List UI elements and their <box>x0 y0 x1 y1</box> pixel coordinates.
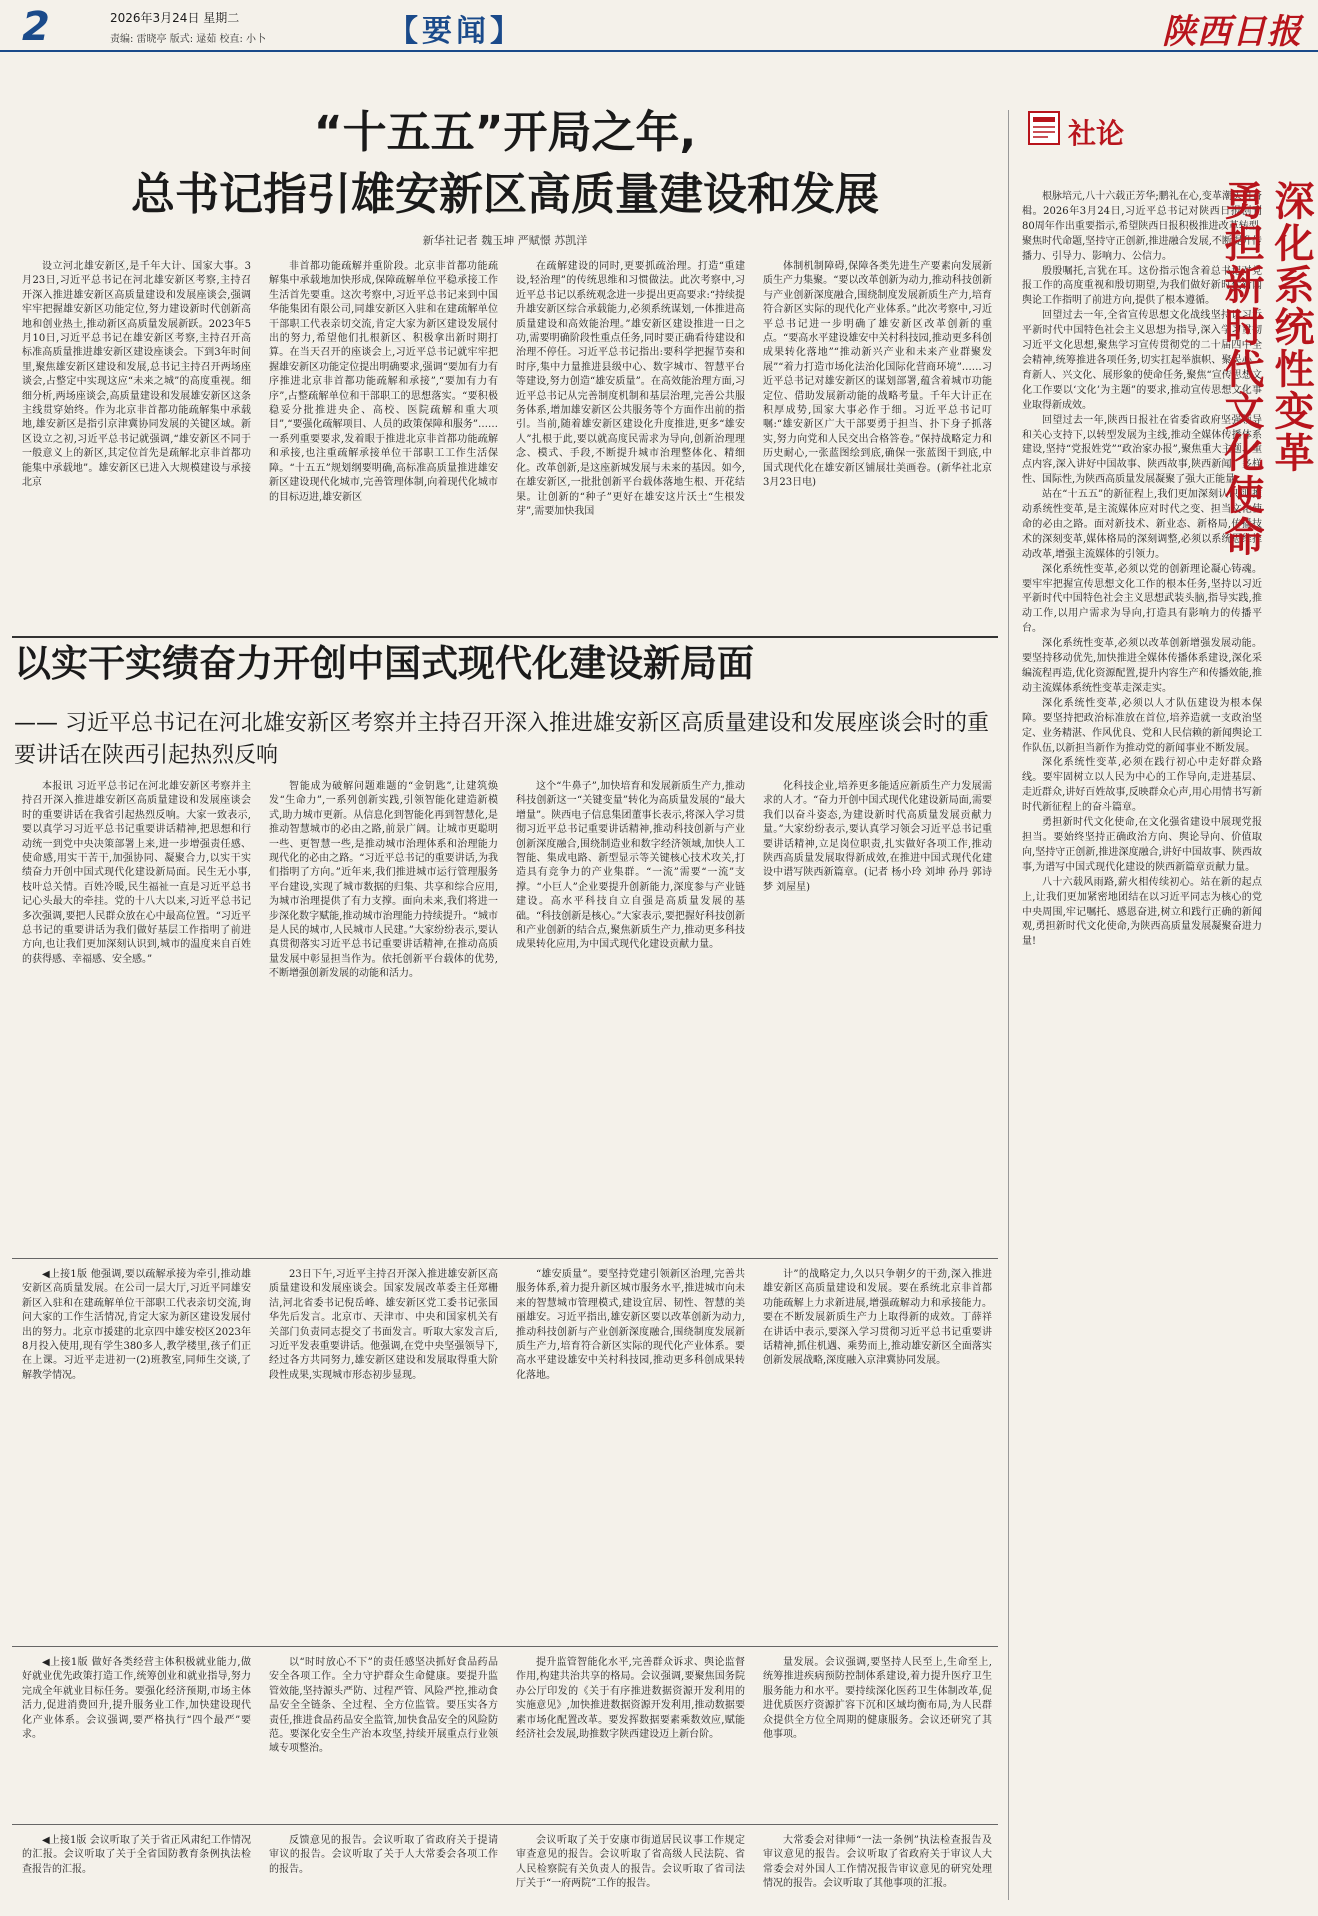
continued-story-2 <box>22 1656 992 1816</box>
lead-body <box>22 260 992 630</box>
editorial-paragraph: 根脉培元,八十六载正芳华;鹏礼在心,变革潮头再奋楫。2026年3月24日,习近平总书记对陕西日报创刊80周年作出重要指示,希望陕西日报积极推进改革转型,聚焦时代命题,坚持守正创新,推进融合发展,不断提升传播力、引导力、影响力、公信力。 <box>1022 191 1262 262</box>
editorial-paragraph: 殷殷嘱托,言犹在耳。这份指示饱含着总书记对党报工作的高度重视和殷切期望,为我们做好新时代新闻舆论工作指明了前进方向,提供了根本遵循。 <box>1022 265 1262 307</box>
section-rule <box>12 1646 998 1647</box>
section-name: 【要闻】 <box>388 14 524 49</box>
masthead <box>0 0 1318 52</box>
continued-column: 量发展。会议强调,要坚持人民至上,生命至上,统筹推进疾病预防控制体系建设,着力提升医疗卫生服务能力和水平。要持续深化医药卫生体制改革,促进优质医疗资源扩容下沉和区域均衡布局,为人民群众提供全方位全周期的健康服务。会议还研究了其他事项。 <box>763 1657 992 1741</box>
continued-column: 以“时时放心不下”的责任感坚决抓好食品药品安全各项工作。全力守护群众生命健康。要提升监管效能,坚持源头严防、过程严管、风险严控,推动食品安全全链条、全过程、全方位监管。要压实各方责任,推进食品药品安全监管,加快食品安全的风险防范。要深化安全生产治本攻坚,持续开展重点行业领域专项整治。 <box>269 1657 498 1755</box>
continued-column: 反馈意见的报告。会议听取了省政府关于提请审议的报告。会议听取了关于人大常委会各项工作的报告。 <box>269 1835 498 1875</box>
second-subheadline: —— 习近平总书记在河北雄安新区考察并主持召开深入推进雄安新区高质量建设和发展座谈会时的重要讲话在陕西引起热烈反响 <box>14 711 989 768</box>
continued-column: “雄安质量”。要坚持党建引领新区治理,完善共服务体系,着力提升新区城市服务水平,推进城市向未来的智慧城市管理模式,建设宜居、韧性、智慧的美丽雄安。习近平指出,雄安新区要以改革创新为动力,推动科技创新与产业创新深度融合,围绕制度发展新质生产力,培育符合新区实际的现代化产业体系。要高水平建设雄安中关村科技园,推动更多科创成果转化落地。 <box>516 1269 745 1381</box>
paper-logo: 陕西日报 <box>1162 12 1302 52</box>
continued-column: ◀上接1版 会议听取了关于省正风肃纪工作情况的汇报。会议听取了关于全省国防教育条例执法检查报告的汇报。 <box>22 1835 251 1875</box>
continued-column: ◀上接1版 做好各类经营主体积极就业能力,做好就业优先政策打造工作,统筹创业和就业指导,努力完成全年就业目标任务。要强化经济预期,市场主体活力,促进消费回升,提升服务业工作,加快建设现代化产业体系。会议强调,要严格执行“四个最严”要求。 <box>22 1657 251 1741</box>
continued-column: 会议听取了关于安康市街道居民议事工作规定审查意见的报告。会议听取了省高级人民法院、省人民检察院有关负责人的报告。会议听取了省司法厅关于“一府两院”工作的报告。 <box>516 1835 745 1890</box>
second-column: 本报讯 习近平总书记在河北雄安新区考察并主持召开深入推进雄安新区高质量建设和发展座谈会时的重要讲话在我省引起热烈反响。大家一致表示,要以真学习习近平总书记重要讲话精神,把思想和行动统一到党中央决策部署上来,进一步增强责任感、使命感,用实干苦干,加强协同、凝聚合力,以实干实绩奋力开创中国式现代化建设新局面。民生无小事,枝叶总关情。百姓冷暖,民生福祉一直是习近平总书记心头最大的牵挂。党的十八大以来,习近平总书记多次强调,要把人民群众放在心中最高位置。“习近平总书记的重要讲话为我们做好基层工作指明了前进方向,也让我们更加深刻认识到,城市的温度来自百姓的获得感、幸福感、安全感。” <box>22 781 251 965</box>
lead-byline: 新华社记者 魏玉坤 严赋憬 苏凯洋 <box>422 234 588 247</box>
newspaper-icon <box>1026 106 1066 148</box>
editorial-paragraph: 深化系统性变革,必须以改革创新增强发展动能。要坚持移动优先,加快推进全媒体传播体系建设,深化采编流程再造,优化资源配置,提升内容生产和传播效能,推动主流媒体系统性变革走深走实。 <box>1022 638 1262 694</box>
continued-column: 提升监管智能化水平,完善群众诉求、舆论监督作用,构建共治共享的格局。会议强调,要聚焦国务院办公厅印发的《关于有序推进数据资源开发利用的实施意见》,加快推进数据资源开发利用,推动数据要素市场化配置改革。要发挥数据要素乘数效应,赋能经济社会发展,助推数字陕西建设迈上新台阶。 <box>516 1657 745 1741</box>
editorial-paragraph: 回望过去一年,全省宣传思想文化战线坚持以习近平新时代中国特色社会主义思想为指导,深入学习贯彻习近平文化思想,聚焦学习宣传贯彻党的二十届四中全会精神,统筹推进各项任务,切实扛起举旗帜、聚民心、育新人、兴文化、展形象的使命任务,聚焦“宣传思想文化工作要以‘文化’为主题”的要求,推动宣传思想文化事业取得新成效。 <box>1022 310 1262 411</box>
editors-credit: 责编: 雷晓亭 版式: 逯茹 校直: 小卜 <box>110 34 267 45</box>
editorial-paragraph: 回望过去一年,陕西日报社在省委省政府坚强领导和关心支持下,以转型发展为主线,推动全媒体传播体系建设,坚持“党报姓党”“政治家办报”,聚焦重大主题、重点内容,深入讲好中国故事、陕西故事,陕西新闻、多样性、国际性,为陕西高质量发展凝聚了强大正能量。 <box>1022 414 1262 486</box>
lead-column: 设立河北雄安新区,是千年大计、国家大事。3月23日,习近平总书记在河北雄安新区考察,主持召开深入推进雄安新区高质量建设和发展座谈会,强调牢牢把握雄安新区功能定位,努力建设新时代创新高地和创业热土,推动新区高质量发展新跃。2023年5月10日,习近平总书记在雄安新区考察,主持召开高标准高质量推进雄安新区建设座谈会。下到3年时间里,聚焦雄安新区建设和发展,总书记主持召开两场座谈会,占整定中实现这应“未来之城”的高度重视。细细分析,两场座谈会,高质量建设和发展雄安新区这条主线贯穿始终。作为北京非首都功能疏解集中承载地,雄安新区是指引京津冀协同发展的关键区域。新区设立之初,习近平总书记就强调,“雄安新区不同于一般意义上的新区,其定位首先是疏解北京非首都功能集中承载地”。雄安新区已进入大规模建设与承接北京 <box>22 261 251 489</box>
editorial-title-part2: 勇担新时代文化使命 <box>1218 180 1264 558</box>
lead-column: 体制机制障碍,保障各类先进生产要素向发展新质生产力集聚。“要以改革创新为动力,推动科技创新与产业创新深度融合,围绕制度发展新质生产力,培育符合新区实际的现代化产业体系。”此次考察中,习近平总书记进一步明确了雄安新区改革创新的重点。“要高水平建设雄安中关村科技园,推动更多科创成果转化落地”“推动新兴产业和未来产业群聚发展”“着力打造市场化法治化国际化营商环境”……习近平总书记对雄安新区的谋划部署,蕴含着城市功能定位、借助发展新动能的战略考量。千年大计正在积厚成势,国家大事必作于细。习近平总书记叮嘱:“雄安新区广大干部要勇于担当、扑下身子抓落实,努力向党和人民交出合格答卷。”保持战略定力和历史耐心,一张蓝图绘到底,确保一张蓝图干到底,中国式现代化在雄安新区铺展壮美画卷。(新华社北京3月23日电) <box>763 261 992 489</box>
continued-column: ◀上接1版 他强调,要以疏解承接为牵引,推动雄安新区高质量发展。在公司一层大厅,习近平同雄安新区入驻和在建疏解单位干部职工代表亲切交流,询问大家的工作生活情况,肯定大家为新区建设发展付出的努力。北京市援建的北京四中雄安校区2023年8月投入使用,现有学生380多人,教学楼里,孩子们正在上课。习近平走进初一(2)班教室,同师生交谈,了解教学情况。 <box>22 1269 251 1381</box>
continued-column: 23日下午,习近平主持召开深入推进雄安新区高质量建设和发展座谈会。国家发展改革委主任郑栅洁,河北省委书记倪岳峰、雄安新区党工委书记张国华先后发言。北京市、天津市、中央和国家机关有关部门负责同志提交了书面发言。听取大家发言后,习近平发表重要讲话。他强调,在党中央坚强领导下,经过各方共同努力,雄安新区建设和发展取得重大阶段性成果,实现城市形态初步显现。 <box>269 1269 498 1381</box>
editorial-paragraph: 站在“十五五”的新征程上,我们更加深刻认识到,推动系统性变革,是主流媒体应对时代之变、担当文化使命的必由之路。面对新技术、新业态、新格局,传播技术的深刻变革,媒体格局的深刻调整,必须以系统思维推动改革,增强主流媒体的引领力。 <box>1022 489 1262 560</box>
continued-column: 大常委会对律师“一法一条例”执法检查报告及审议意见的报告。会议听取了省政府关于审议人大常委会对外国人工作情况报告审议意见的研究处理情况的报告。会议听取了其他事项的汇报。 <box>763 1835 992 1890</box>
editorial-label: 社论 <box>1068 117 1125 150</box>
second-column: 化科技企业,培养更多能适应新质生产力发展需求的人才。“奋力开创中国式现代化建设新局面,需要我们以奋斗姿态,为建设新时代高质量发展贡献力量。”大家纷纷表示,要认真学习领会习近平总书记重要讲话精神,立足岗位职责,扎实做好各项工作,推动陕西高质量发展取得新成效,在推进中国式现代化建设中谱写陕西新篇章。(记者 杨小玲 刘坤 孙丹 郭诗梦 刘屋星) <box>763 781 992 893</box>
main-content <box>0 52 1010 1916</box>
second-column: 智能成为破解问题难题的“金钥匙”,让建筑焕发“生命力”,一系列创新实践,引领智能化建造新模式,助力城市更新。从信息化到智能化再到智慧化,是推动智慧城市的必由之路,前景广阔。让城市更聪明一些、更智慧一些,是推动城市治理体系和治理能力现代化的必由之路。“习近平总书记的重要讲话,为我们指明了方向。”近年来,我们推进城市运行管理服务平台建设,实现了城市数据的归集、共享和综合应用,为城市治理提供了有力支撑。面向未来,我们将进一步深化数字赋能,推动城市治理能力持续提升。“城市是人民的城市,人民城市人民建。”大家纷纷表示,要认真贯彻落实习近平总书记重要讲话精神,在推动高质量发展中彰显担当作为。依托创新平台载体的优势,不断增强创新发展的动能和活力。 <box>269 781 498 980</box>
editorial-paragraph: 八十六载风雨路,薪火相传续初心。站在新的起点上,让我们更加紧密地团结在以习近平同志为核心的党中央周围,牢记嘱托、感恩奋进,树立和践行正确的新闻观,勇担新时代文化使命,为陕西高质量发展凝聚奋进力量! <box>1022 876 1262 948</box>
editorial-paragraph: 深化系统性变革,必须在践行初心中走好群众路线。要牢固树立以人民为中心的工作导向,走进基层、走近群众,讲好百姓故事,反映群众心声,用心用情书写新时代新征程上的奋斗篇章。 <box>1022 757 1262 814</box>
editorial-paragraph: 勇担新时代文化使命,在文化强省建设中展现党报担当。要始终坚持正确政治方向、舆论导向、价值取向,坚持守正创新,推进深度融合,讲好中国故事、陕西故事,为谱写中国式现代化建设的陕西新篇章贡献力量。 <box>1022 817 1262 873</box>
second-headline: 以实干实绩奋力开创中国式现代化建设新局面 <box>14 642 754 685</box>
lead-column: 非首都功能疏解并重阶段。北京非首都功能疏解集中承载地加快形成,保障疏解单位平稳承接工作生活首先要重。这次考察中,习近平总书记来到中国华能集团有限公司,同雄安新区入驻和在建疏解单位干部职工代表亲切交流,肯定大家为新区建设发展付出的努力,希望他们扎根新区、积极拿出新时期打算。在当天召开的座谈会上,习近平总书记就牢牢把握雄安新区功能定位提出明确要求,强调“要加有力有序推进北京非首都功能疏解和承接”,“要加有力有序”,占整疏解单位和干部职工的思想落实。“要积极稳妥分批推进央企、高校、医院疏解和重大项目”,“要强化疏解项目、人员的政策保障和服务”……一系列重要要求,发着眼于推进北京非首都功能疏解和承接,也注重疏解承接单位干部职工工作生活保障。“十五五”规划纲要明确,高标准高质量推进雄安新区建设现代化城市,完善管理体制,向着现代化城市的目标迈进,雄安新区 <box>269 261 498 503</box>
issue-date: 2026年3月24日 星期二 <box>110 11 240 25</box>
continued-story-1 <box>22 1268 992 1638</box>
second-body <box>22 780 992 1250</box>
editorial-sidebar <box>1010 52 1318 1916</box>
continued-story-3 <box>22 1834 992 1912</box>
section-rule <box>12 1258 998 1259</box>
section-rule <box>12 636 998 638</box>
editorial-paragraph: 深化系统性变革,必须以人才队伍建设为根本保障。要坚持把政治标准放在首位,培养造就一支政治坚定、业务精湛、作风优良、党和人民信赖的新闻舆论工作队伍,以新担当新作为推动党的新闻事业不断发展。 <box>1022 697 1262 754</box>
editorial-paragraph: 深化系统性变革,必须以党的创新理论凝心铸魂。要牢牢把握宣传思想文化工作的根本任务,坚持以习近平新时代中国特色社会主义思想武装头脑,指导实践,推动工作,以用户需求为导向,打造具有影响力的传播平台。 <box>1022 563 1262 635</box>
continued-column: 计”的战略定力,久以只争朝夕的干劲,深入推进雄安新区高质量建设和发展。要在系统北京非首都功能疏解上力求新进展,增强疏解动力和承接能力。要在不断发展新质生产力上取得新的成效。丁薛祥在讲话中表示,要深入学习贯彻习近平总书记重要讲话精神,抓住机遇、乘势而上,推动雄安新区全面落实创新发展战略,深度融入京津冀协同发展。 <box>763 1269 992 1367</box>
editorial-title-part1: 深化系统性变革 <box>1268 180 1314 474</box>
second-column: 这个“牛鼻子”,加快培育和发展新质生产力,推动科技创新这一“关键变量”转化为高质量发展的“最大增量”。陕西电子信息集团董事长表示,将深入学习贯彻习近平总书记重要讲话精神,推动科技创新与产业创新深度融合,围绕制造业和数字经济领域,加快人工智能、集成电路、新型显示等关键核心技术攻关,打造具有竞争力的产业集群。“一流”需要“一流”支撑。“小巨人”企业要提升创新能力,深度参与产业链建设。高水平科技自立自强是高质量发展的基础。“科技创新是核心。”大家表示,要把握好科技创新和产业创新的结合点,聚焦新质生产力,推动更多科技成果转化应用,为中国式现代化建设贡献力量。 <box>516 781 745 951</box>
lead-headline-line1: “十五五”开局之年, <box>313 107 697 158</box>
lead-headline-line2: 总书记指引雄安新区高质量建设和发展 <box>131 169 879 220</box>
sidebar-divider <box>1008 110 1009 1900</box>
lead-column: 在疏解建设的同时,更要抓疏治理。打造“重建设,轻治理”的传统思维和习惯做法。此次考察中,习近平总书记以系统观念进一步提出更高要求:“持续提升雄安新区综合承载能力,必须系统谋划,一体推进高质量建设和高效能治理。”雄安新区建设推进一日之功,需要明确阶段性重点任务,同时要正确看待建设和治理不停任。习近平总书记指出:要科学把握节奏和时序,集中力量推进县级中心、数字城市、智慧平台等建设,努力创造“雄安质量”。在高效能治理方面,习近平总书记从完善制度机制和基层治理,完善公共服务体系,增加雄安新区公共服务等个方面作出前的指引。当前,随着雄安新区建设化升度推进,更多“雄安人”扎根于此,要以就高度民需求为导向,创新治理理念、模式、手段,不断提升城市治理整体化、精细化。改革创新,是这座新城发展与未来的基因。如今,在雄安新区,一批批创新平台载体落地生根、开花结果。让创新的“种子”更好在雄安这片沃土“生根发芽”,需要加快我国 <box>516 261 745 517</box>
section-rule <box>12 1824 998 1825</box>
editorial-title <box>1218 180 1316 558</box>
lead-headline <box>0 102 1010 226</box>
page-number: 2 <box>22 4 50 50</box>
